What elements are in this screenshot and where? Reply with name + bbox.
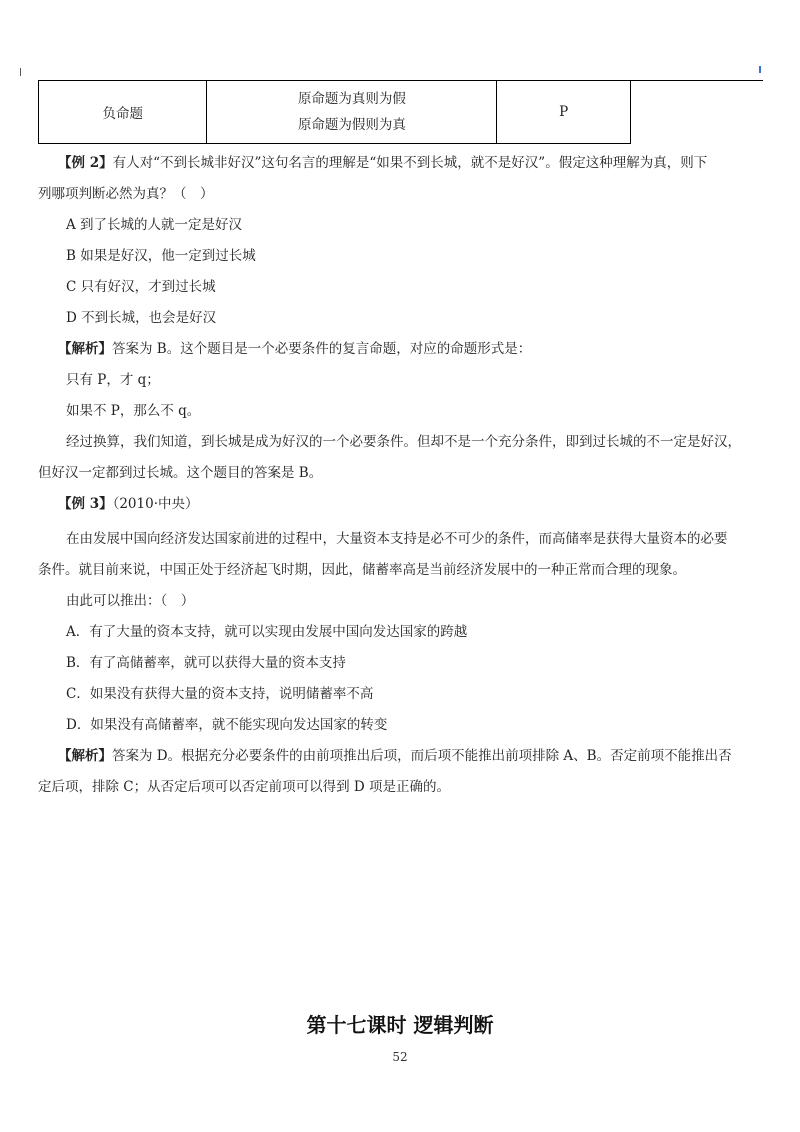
condition-line-2: 原命题为假则为真 (297, 117, 406, 133)
example3-analysis-tag: 【解析】 (58, 748, 112, 764)
example3-heading (58, 494, 199, 514)
example3-stem-line1: 在由发展中国向经济发达国家前进的过程中，大量资本支持是必不可少的条件，而高储率是获得大量资本的必要 (66, 531, 728, 547)
table-cell-condition (207, 81, 497, 144)
chapter-title: 第十七课时 逻辑判断 (306, 1013, 494, 1037)
example2-form2: 如果不 P，那么不 q。 (66, 403, 201, 419)
example2-question-line1: 【例 2】有人对“不到长城非好汉”这句名言的理解是“如果不到长城，就不是好汉”。假定这种理解为真，则下 (58, 155, 708, 171)
table-cell-label: 负命题 (39, 81, 207, 144)
example2-analysis-line1: 【解析】答案为 B。这个题目是一个必要条件的复言命题，对应的命题形式是： (58, 341, 532, 357)
example3-prompt: 由此可以推出：（ ） (66, 593, 195, 609)
table-row (39, 81, 631, 144)
margin-mark-right (759, 66, 761, 73)
example2-reason-line2: 但好汉一定都到过长城。这个题目的答案是 B。 (38, 465, 323, 481)
negation-table (38, 80, 631, 144)
example3-source: （2010·中央） (112, 496, 199, 512)
example2-form1: 只有 P，才 q； (66, 372, 160, 388)
example2-question-line2: 列哪项判断必然为真？（ ） (38, 186, 214, 202)
example2-option-b: B 如果是好汉，他一定到过长城 (66, 248, 256, 264)
page-number: 52 (392, 1050, 408, 1064)
example2-analysis-tag: 【解析】 (58, 341, 112, 357)
example3-analysis-line2: 定后项，排除 C；从否定后项可以否定前项可以得到 D 项是正确的。 (38, 779, 451, 795)
margin-mark-left (20, 68, 21, 76)
example3-option-c: C．如果没有获得大量的资本支持，说明储蓄率不高 (66, 686, 374, 702)
example2-option-d: D 不到长城，也会是好汉 (66, 310, 217, 326)
example3-option-b: B．有了高储蓄率，就可以获得大量的资本支持 (66, 655, 346, 671)
example3-analysis-line1: 【解析】答案为 D。根据充分必要条件的由前项推出后项，而后项不能推出前项排除 A、B。否定前项不能推出否 (58, 748, 732, 764)
example2-reason-line1: 经过换算，我们知道，到长城是成为好汉的一个必要条件。但却不是一个充分条件，即到过长城的不一定是好汉， (66, 434, 741, 450)
example3-tag: 【例 3】 (58, 496, 113, 512)
example3-stem-line2: 条件。就目前来说，中国正处于经济起飞时期，因此，储蓄率高是当前经济发展中的一种正常而合理的现象。 (38, 562, 686, 578)
table-cell-symbol: P (497, 81, 631, 144)
condition-line-1: 原命题为真则为假 (297, 91, 406, 107)
example2-option-a: A 到了长城的人就一定是好汉 (66, 217, 243, 233)
example3-option-d: D．如果没有高储蓄率，就不能实现向发达国家的转变 (66, 717, 388, 733)
example2-option-c: C 只有好汉，才到过长城 (66, 279, 216, 295)
example3-option-a: A．有了大量的资本支持，就可以实现由发展中国向发达国家的跨越 (66, 624, 468, 640)
example2-tag: 【例 2】 (58, 155, 113, 171)
